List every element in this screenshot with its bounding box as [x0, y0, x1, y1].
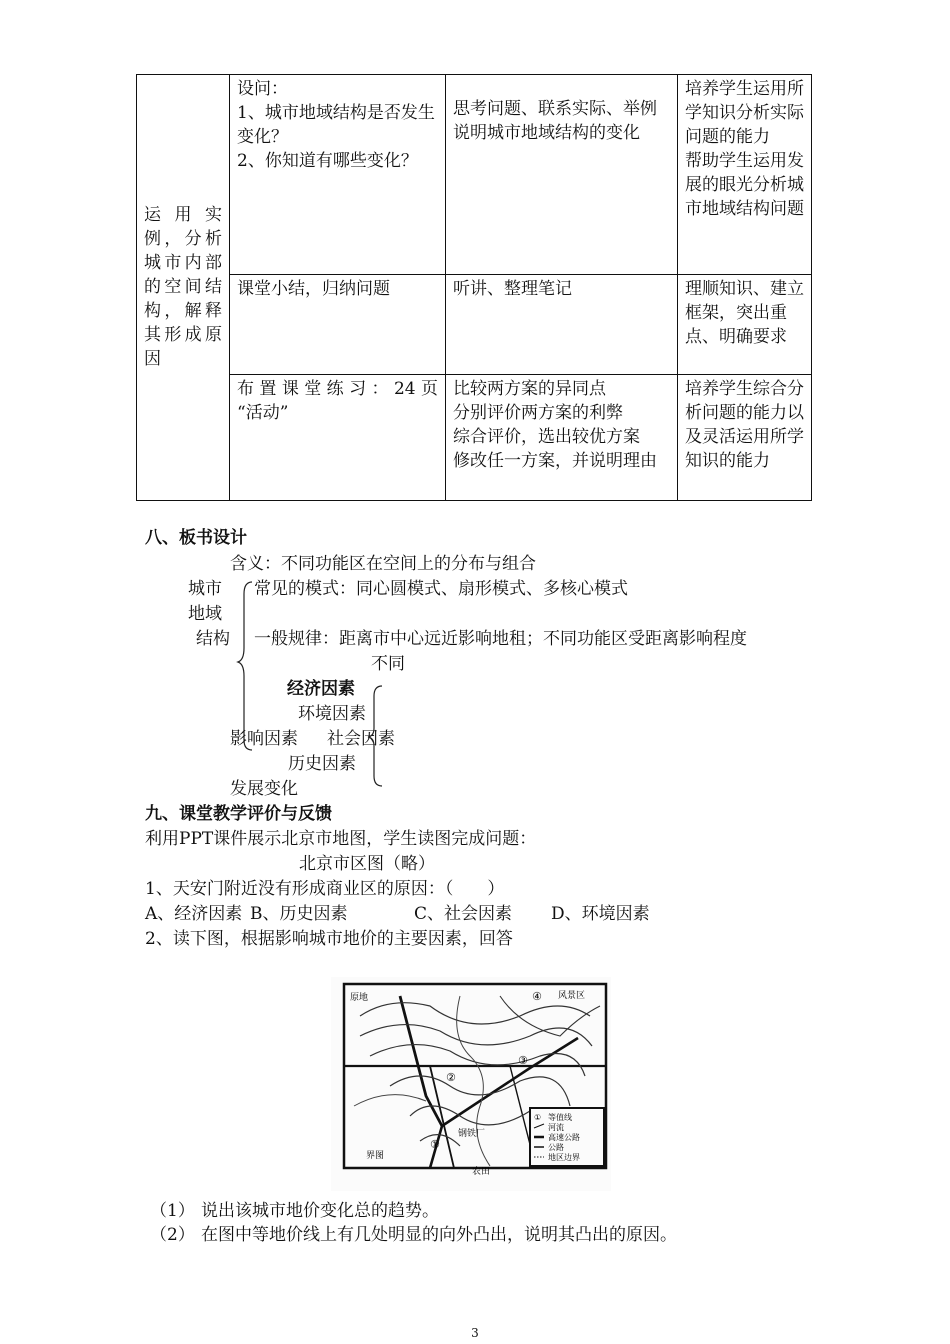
map-marker-3: ③: [518, 1054, 528, 1067]
board-subject-2: 地域: [188, 604, 222, 624]
board-factors-label: 影响因素: [230, 729, 298, 749]
cell-text: 修改任一方案，并说明理由: [453, 451, 657, 471]
cell-text: 思考问题、联系实际、举例说明城市地域结构的变化: [453, 99, 657, 143]
purpose-cell: [678, 75, 812, 275]
legend-item: 地区边界: [548, 1153, 580, 1162]
q1-option-c: C、社会因素: [414, 904, 513, 924]
cell-text: 理顺知识、建立框架，突出重点、明确要求: [685, 279, 804, 347]
cell-text: 1、城市地域结构是否发生变化？: [237, 103, 435, 147]
board-subject-3: 结构: [196, 629, 230, 649]
cell-text: 比较两方案的异同点: [453, 379, 606, 399]
land-price-map: [330, 976, 612, 1192]
cell-text: 帮助学生运用发展的眼光分析城市地域结构问题: [685, 151, 804, 219]
stage-text: 运用实例，分析城市内部的空间结构，解释其形成原因: [144, 204, 222, 369]
teacher-cell: [230, 375, 446, 501]
subq-1-num: （1）: [150, 1201, 195, 1221]
q1-option-d: D、环境因素: [551, 904, 650, 924]
map-label-bl: 界图: [366, 1151, 385, 1161]
legend-item: 河流: [548, 1123, 564, 1132]
teacher-cell: [230, 75, 446, 275]
map-caption: 北京市区图（略）: [299, 854, 435, 874]
cell-text: 综合评价，选出较优方案: [453, 427, 640, 447]
cell-text: 培养学生运用所学知识分析实际问题的能力: [685, 79, 804, 147]
legend-marker: ①: [534, 1113, 542, 1122]
cell-text: 布置课堂练习：24页: [237, 379, 438, 399]
cell-text: 培养学生综合分析问题的能力以及灵活运用所学知识的能力: [685, 379, 804, 471]
map-marker-1: ①: [430, 1138, 440, 1151]
board-models: 常见的模式：同心圆模式、扇形模式、多核心模式: [254, 579, 628, 599]
map-label-factory: 钢铁厂: [458, 1129, 486, 1139]
factor-environment: 环境因素: [298, 704, 366, 724]
map-label-tr: 风景区: [558, 991, 586, 1001]
factor-history: 历史因素: [288, 754, 356, 774]
legend-item: 公路: [548, 1143, 564, 1152]
student-cell: [446, 375, 678, 501]
stage-cell: [137, 75, 230, 501]
student-cell: [446, 275, 678, 375]
subq-1-text: 说出该城市地价变化总的趋势。: [201, 1201, 439, 1221]
factor-brace: [366, 684, 386, 788]
question-1: 1、天安门附近没有形成商业区的原因：（ ）: [145, 879, 505, 899]
factor-economic: 经济因素: [287, 679, 355, 699]
board-development: 发展变化: [230, 779, 298, 799]
cell-text: “活动”: [237, 403, 289, 423]
student-cell: [446, 75, 678, 275]
section9-intro: 利用PPT课件展示北京市地图，学生读图完成问题：: [145, 829, 537, 849]
page-number: 3: [471, 1326, 479, 1340]
purpose-cell: [678, 275, 812, 375]
legend-item: 等值线: [548, 1113, 572, 1122]
board-rule-cont: 不同: [371, 654, 405, 674]
cell-text: 2、你知道有哪些变化？: [237, 151, 418, 171]
factor-social: 社会因素: [327, 729, 395, 749]
main-brace: [236, 580, 256, 752]
map-label-tl: 原地: [350, 993, 369, 1003]
subq-2-num: （2）: [150, 1225, 195, 1245]
table-row: [137, 75, 812, 275]
question-2: 2、读下图，根据影响城市地价的主要因素，回答: [145, 929, 513, 949]
cell-text: 听讲、整理笔记: [453, 279, 572, 299]
board-rule: 一般规律：距离市中心远近影响地租；不同功能区受距离影响程度: [254, 629, 747, 649]
cell-text: 课堂小结，归纳问题: [237, 279, 390, 299]
table-row: [137, 275, 812, 375]
map-label-bm: 农田: [472, 1167, 491, 1177]
board-subject-1: 城市: [188, 579, 222, 599]
cell-text: 设问：: [237, 79, 288, 99]
teacher-cell: [230, 275, 446, 375]
lesson-plan-table: [136, 74, 812, 501]
board-meaning: 含义：不同功能区在空间上的分布与组合: [230, 554, 536, 574]
q1-option-a: A、经济因素: [145, 904, 243, 924]
subq-2-text: 在图中等地价线上有几处明显的向外凸出，说明其凸出的原因。: [201, 1225, 677, 1245]
map-marker-4: ④: [532, 990, 542, 1003]
legend-item: 高速公路: [548, 1133, 580, 1142]
section8-heading: 八、板书设计: [145, 528, 247, 548]
cell-text: 分别评价两方案的利弊: [453, 403, 623, 423]
purpose-cell: [678, 375, 812, 501]
section9-heading: 九、课堂教学评价与反馈: [145, 804, 332, 824]
q1-option-b: B、历史因素: [250, 904, 348, 924]
table-row: [137, 375, 812, 501]
map-marker-2: ②: [446, 1071, 456, 1084]
